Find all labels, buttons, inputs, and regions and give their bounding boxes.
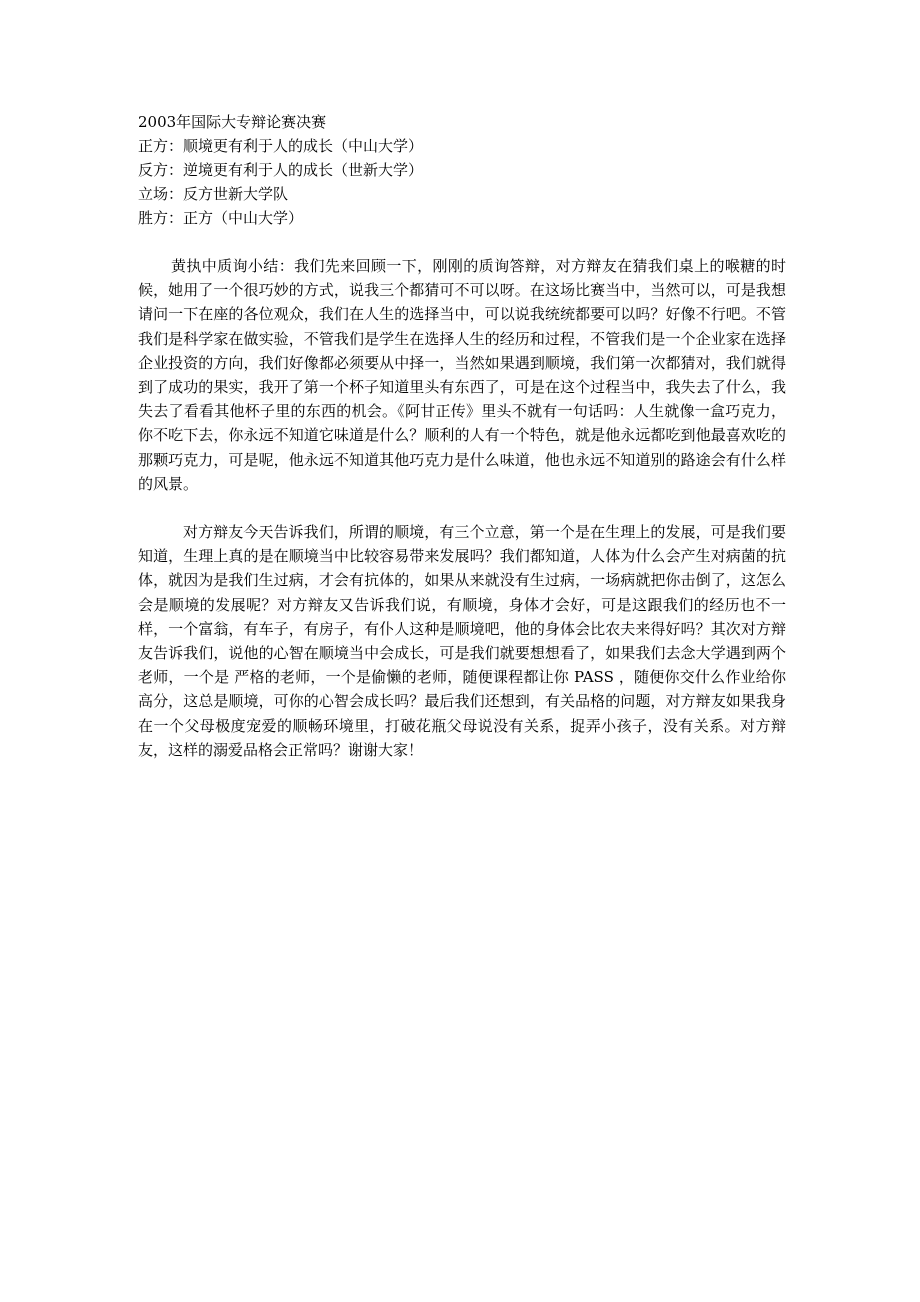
document-title: 2003年国际大专辩论赛决赛 [138,113,327,131]
winner-line: 胜方：正方（中山大学） [138,209,304,227]
document-page [138,110,786,762]
negative-side: 反方：逆境更有利于人的成长（世新大学） [138,161,424,179]
document-header [138,110,786,230]
position-line: 立场：反方世新大学队 [138,185,289,203]
affirmative-side: 正方：顺境更有利于人的成长（中山大学） [138,137,424,155]
paragraph-summary: 黄执中质询小结：我们先来回顾一下，刚刚的质询答辩，对方辩友在猜我们桌上的喉糖的时候，她用了一个很巧妙的方式，说我三个都猜可不可以呀。在这场比赛当中，当然可以，可是我想请问一下在座的各位观众，我们在人生的选择当中，可以说我统统都要可以吗？好像不行吧。不管我们是科学家在做实验，不管我们是学生在选择人生的经历和过程，不管我们是一个企业家在选择企业投资的方向，我们好像都必须要从中择一，当然如果遇到顺境，我们第一次都猜对，我们就得到了成功的果实，我开了第一个杯子知道里头有东西了，可是在这个过程当中，我失去了什么，我失去了看看其他杯子里的东西的机会。《阿甘正传》里头不就有一句话吗：人生就像一盒巧克力，你不吃下去，你永远不知道它味道是什么？顺利的人有一个特色，就是他永远都吃到他最喜欢吃的那颗巧克力，可是呢，他永远不知道其他巧克力是什么味道，他也永远不知道别的路途会有什么样的风景。 [138,257,786,493]
paragraph-rebuttal: 对方辩友今天告诉我们，所谓的顺境，有三个立意，第一个是在生理上的发展，可是我们要知道，生理上真的是在顺境当中比较容易带来发展吗？我们都知道，人体为什么会产生对病菌的抗体，就因为是我们生过病，才会有抗体的，如果从来就没有生过病，一场病就把你击倒了，这怎么会是顺境的发展呢？对方辩友又告诉我们说，有顺境，身体才会好，可是这跟我们的经历也不一样，一个富翁，有车子，有房子，有仆人这种是顺境吧，他的身体会比农夫来得好吗？其次对方辩友告诉我们，说他的心智在顺境当中会成长，可是我们就要想想看了，如果我们去念大学遇到两个老师，一个是 严格的老师，一个是偷懒的老师，随便课程都让你 PASS ，随便你交什么作业给你高分，这总是顺境，可你的心智会成长吗？最后我们还想到，有关品格的问题，对方辩友如果我身在一个父母极度宠爱的顺畅环境里，打破花瓶父母说没有关系，捉弄小孩子，没有关系。对方辩友，这样的溺爱品格会正常吗？谢谢大家！ [138,523,786,759]
